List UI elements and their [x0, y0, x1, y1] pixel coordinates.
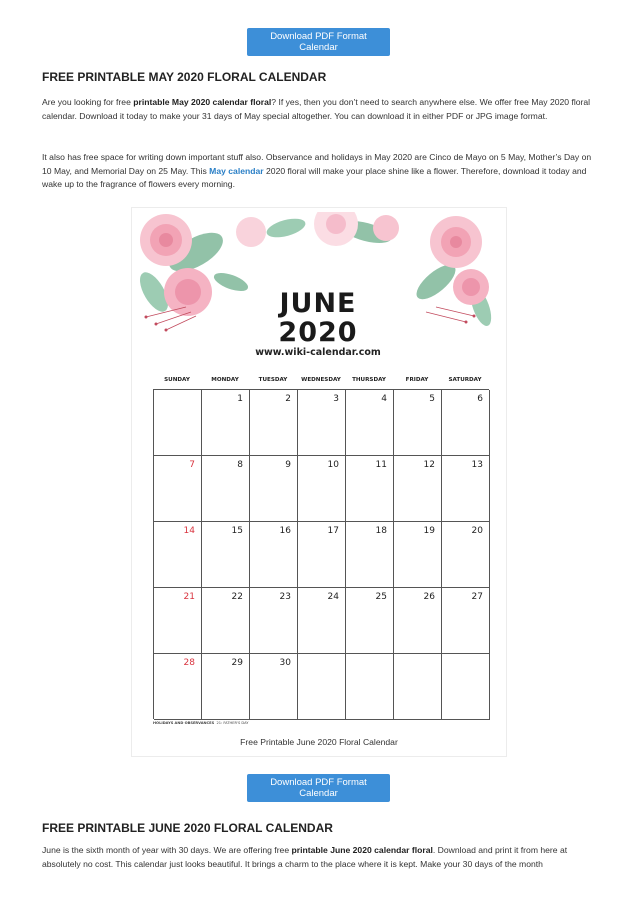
day-number: 19: [423, 526, 435, 536]
calendar-day-cell: [346, 390, 394, 456]
day-number: 8: [237, 460, 243, 470]
calendar-day-cell: [346, 588, 394, 654]
download-pdf-button-bottom[interactable]: Download PDF Format Calendar: [247, 774, 390, 802]
calendar-day-cell: [346, 654, 394, 720]
day-number: 17: [327, 526, 339, 536]
footnote-text: 21: FATHER'S DAY: [216, 721, 249, 725]
day-number: 5: [429, 394, 435, 404]
weekday-label: MONDAY: [211, 377, 239, 383]
section-heading-june: FREE PRINTABLE JUNE 2020 FLORAL CALENDAR: [42, 821, 333, 835]
calendar-day-cell: [442, 654, 490, 720]
day-number: 15: [231, 526, 243, 536]
day-number: 2: [285, 394, 291, 404]
calendar-day-cell: [298, 522, 346, 588]
weekday-label: TUESDAY: [258, 377, 288, 383]
calendar-day-cell: [250, 456, 298, 522]
calendar-month-title: JUNE: [279, 288, 357, 319]
june-calendar-image: [136, 212, 500, 728]
calendar-day-cell: [298, 654, 346, 720]
day-number: 4: [381, 394, 387, 404]
calendar-day-cell: [250, 588, 298, 654]
day-number: 14: [183, 526, 195, 536]
day-number: 27: [471, 592, 483, 602]
holidays-footnote: [153, 721, 248, 725]
calendar-day-cell: [394, 522, 442, 588]
text-span: . Download and print it from here at absolutely no cost. This calendar just looks beautiful. It brings a charm to the place where it is kept. Make your 30 days of the month: [42, 845, 568, 869]
calendar-day-cell: [298, 588, 346, 654]
calendar-day-cell: [298, 390, 346, 456]
day-number: 30: [279, 658, 291, 668]
calendar-day-cell: [202, 522, 250, 588]
day-number: 23: [279, 592, 291, 602]
calendar-day-cell: [442, 456, 490, 522]
text-span: June is the sixth month of year with 30 days. We are offering free: [42, 845, 292, 855]
day-number: 12: [423, 460, 435, 470]
paragraph-june-intro: [42, 844, 598, 871]
day-number: 9: [285, 460, 291, 470]
day-number: 26: [423, 592, 435, 602]
day-number: 20: [471, 526, 483, 536]
footnote-label: HOLIDAYS AND OBSERVANCES: [153, 721, 215, 725]
calendar-day-cell: [202, 588, 250, 654]
weekday-label: SUNDAY: [164, 377, 190, 383]
calendar-day-cell: [154, 522, 202, 588]
calendar-day-cell: [442, 522, 490, 588]
calendar-day-cell: [394, 456, 442, 522]
calendar-website-url: www.wiki-calendar.com: [255, 347, 381, 358]
calendar-figure: [131, 207, 507, 757]
calendar-day-cell: [250, 390, 298, 456]
day-number: 28: [183, 658, 195, 668]
text-span: ? If yes, then you don’t need to search anywhere else. We offer free May 2020 floral calendar. Download it today to make your 31 days of May special altogether. You can download it in either PDF or JPG image format.: [42, 97, 591, 121]
day-number: 3: [333, 394, 339, 404]
may-calendar-link[interactable]: May calendar: [209, 165, 264, 176]
calendar-day-cell: [250, 522, 298, 588]
weekday-label: WEDNESDAY: [301, 377, 341, 383]
calendar-day-cell: [394, 588, 442, 654]
text-span: 2020 floral will make your place shine like a flower. Therefore, download it today and wake up to the fragrance of flowers every morning.: [42, 165, 587, 189]
day-number: 18: [375, 526, 387, 536]
weekday-header-row: [153, 377, 489, 387]
calendar-day-cell: [154, 588, 202, 654]
day-number: 1: [237, 394, 243, 404]
day-number: 22: [231, 592, 243, 602]
calendar-day-cell: [442, 588, 490, 654]
day-number: 25: [375, 592, 387, 602]
day-number: 16: [279, 526, 291, 536]
calendar-day-cell: [202, 456, 250, 522]
calendar-day-cell: [394, 390, 442, 456]
text-span: Are you looking for free: [42, 97, 134, 107]
calendar-day-cell: [154, 456, 202, 522]
paragraph-may-holidays: [42, 151, 598, 192]
weekday-label: FRIDAY: [405, 377, 429, 383]
text-span: It also has free space for writing down important stuff also. Observance and holidays in May 2020 are Cinco de Mayo on 5 May, Mother’s Day on 10 May, and Memorial Day on 25 May. This: [42, 152, 592, 176]
bold-keyword: printable May 2020 calendar floral: [133, 97, 272, 107]
calendar-day-cell: [298, 456, 346, 522]
calendar-year-title: 2020: [278, 317, 358, 348]
day-number: 29: [231, 658, 243, 668]
calendar-day-cell: [346, 456, 394, 522]
calendar-day-cell: [394, 654, 442, 720]
calendar-grid: [153, 389, 489, 719]
day-number: 7: [189, 460, 195, 470]
calendar-day-cell: [154, 654, 202, 720]
calendar-day-cell: [202, 390, 250, 456]
calendar-day-cell: [250, 654, 298, 720]
day-number: 24: [327, 592, 339, 602]
weekday-label: THURSDAY: [352, 377, 386, 383]
paragraph-may-intro: [42, 96, 598, 123]
calendar-day-cell: [154, 390, 202, 456]
weekday-label: SATURDAY: [448, 377, 482, 383]
download-pdf-button-top[interactable]: Download PDF Format Calendar: [247, 28, 390, 56]
figure-caption: Free Printable June 2020 Floral Calendar: [240, 737, 398, 747]
section-heading-may: FREE PRINTABLE MAY 2020 FLORAL CALENDAR: [42, 70, 327, 84]
bold-keyword: printable June 2020 calendar floral: [291, 845, 433, 855]
day-number: 11: [375, 460, 387, 470]
day-number: 6: [477, 394, 483, 404]
calendar-day-cell: [346, 522, 394, 588]
day-number: 10: [327, 460, 339, 470]
calendar-day-cell: [442, 390, 490, 456]
day-number: 13: [471, 460, 483, 470]
calendar-day-cell: [202, 654, 250, 720]
day-number: 21: [183, 592, 195, 602]
